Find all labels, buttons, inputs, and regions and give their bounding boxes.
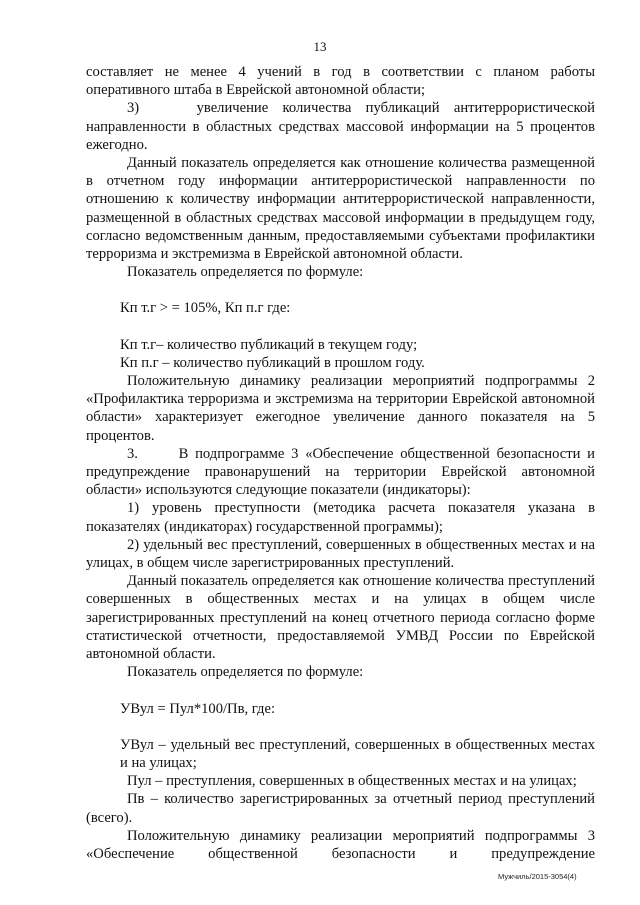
formula-definition: УВул – удельный вес преступлений, совершенных в общественных местах и на улицах; <box>120 736 595 771</box>
paragraph: Показатель определяется по формуле: <box>127 264 364 281</box>
formula-definition: Пв – количество зарегистрированных за отчетный период преступлений (всего). <box>86 791 595 826</box>
list-item: 3) увеличение количества публикаций антитеррористической направленности в областных средствах массовой информации на 5 процентов ежегодно. <box>86 100 595 153</box>
paragraph: Показатель определяется по формуле: <box>127 664 364 681</box>
paragraph: составляет не менее 4 учений в год в соответствии с планом работы оперативного штаба в Еврейской автономной области; <box>86 64 595 99</box>
list-item: 1) уровень преступности (методика расчета показателя указана в показателях (индикаторах) государственной программы); <box>86 500 595 535</box>
formula-definition: Пул – преступления, совершенных в общественных местах и на улицах; <box>127 773 577 790</box>
page-number: 13 <box>313 39 327 54</box>
formula-definition: Кп т.г– количество публикаций в текущем году; <box>120 336 418 353</box>
document-body <box>86 63 595 863</box>
section-heading-paragraph: 3. В подпрограмме 3 «Обеспечение общественной безопасности и предупреждение правонарушений на территории Еврейской автономной области» используются следующие показатели (индикаторы): <box>86 445 595 499</box>
paragraph: Положительную динамику реализации мероприятий подпрограммы 2 «Профилактика терроризма и экстремизма на территории Еврейской автономной области» характеризует ежегодное увеличение данного показателя на 5 процентов. <box>86 373 595 444</box>
footer-code: Мужчиль/2015-3054(4) <box>498 872 577 881</box>
paragraph: Данный показатель определяется как отношение количества размещенной в отчетном году информации антитеррористической направленности по отношению к количеству информации антитеррористической направленности, размещенной в областных средствах массовой информации в предыдущем году, согласно ведомственным данным, предоставляемыми субъектами профилактики терроризма и экстремизма в Еврейской автономной области. <box>86 155 595 263</box>
paragraph: Положительную динамику реализации мероприятий подпрограммы 3 «Обеспечение общественной безопасности и предупреждение <box>86 827 595 862</box>
list-item: 2) удельный вес преступлений, совершенных в общественных местах и на улицах, в общем числе зарегистрированных преступлений. <box>86 536 595 572</box>
formula: УВул = Пул*100/Пв, где: <box>120 700 276 717</box>
paragraph: Данный показатель определяется как отношение количества преступлений совершенных в общественных местах и на улицах в общем числе зарегистрированных преступлений на конец отчетного периода согласно форме статистической отчетности, предоставляемой УМВД России по Еврейской автономной области. <box>86 573 595 663</box>
formula-definition: Кп п.г – количество публикаций в прошлом году. <box>120 354 425 371</box>
formula: Кп т.г > = 105%, Кп п.г где: <box>120 300 291 317</box>
